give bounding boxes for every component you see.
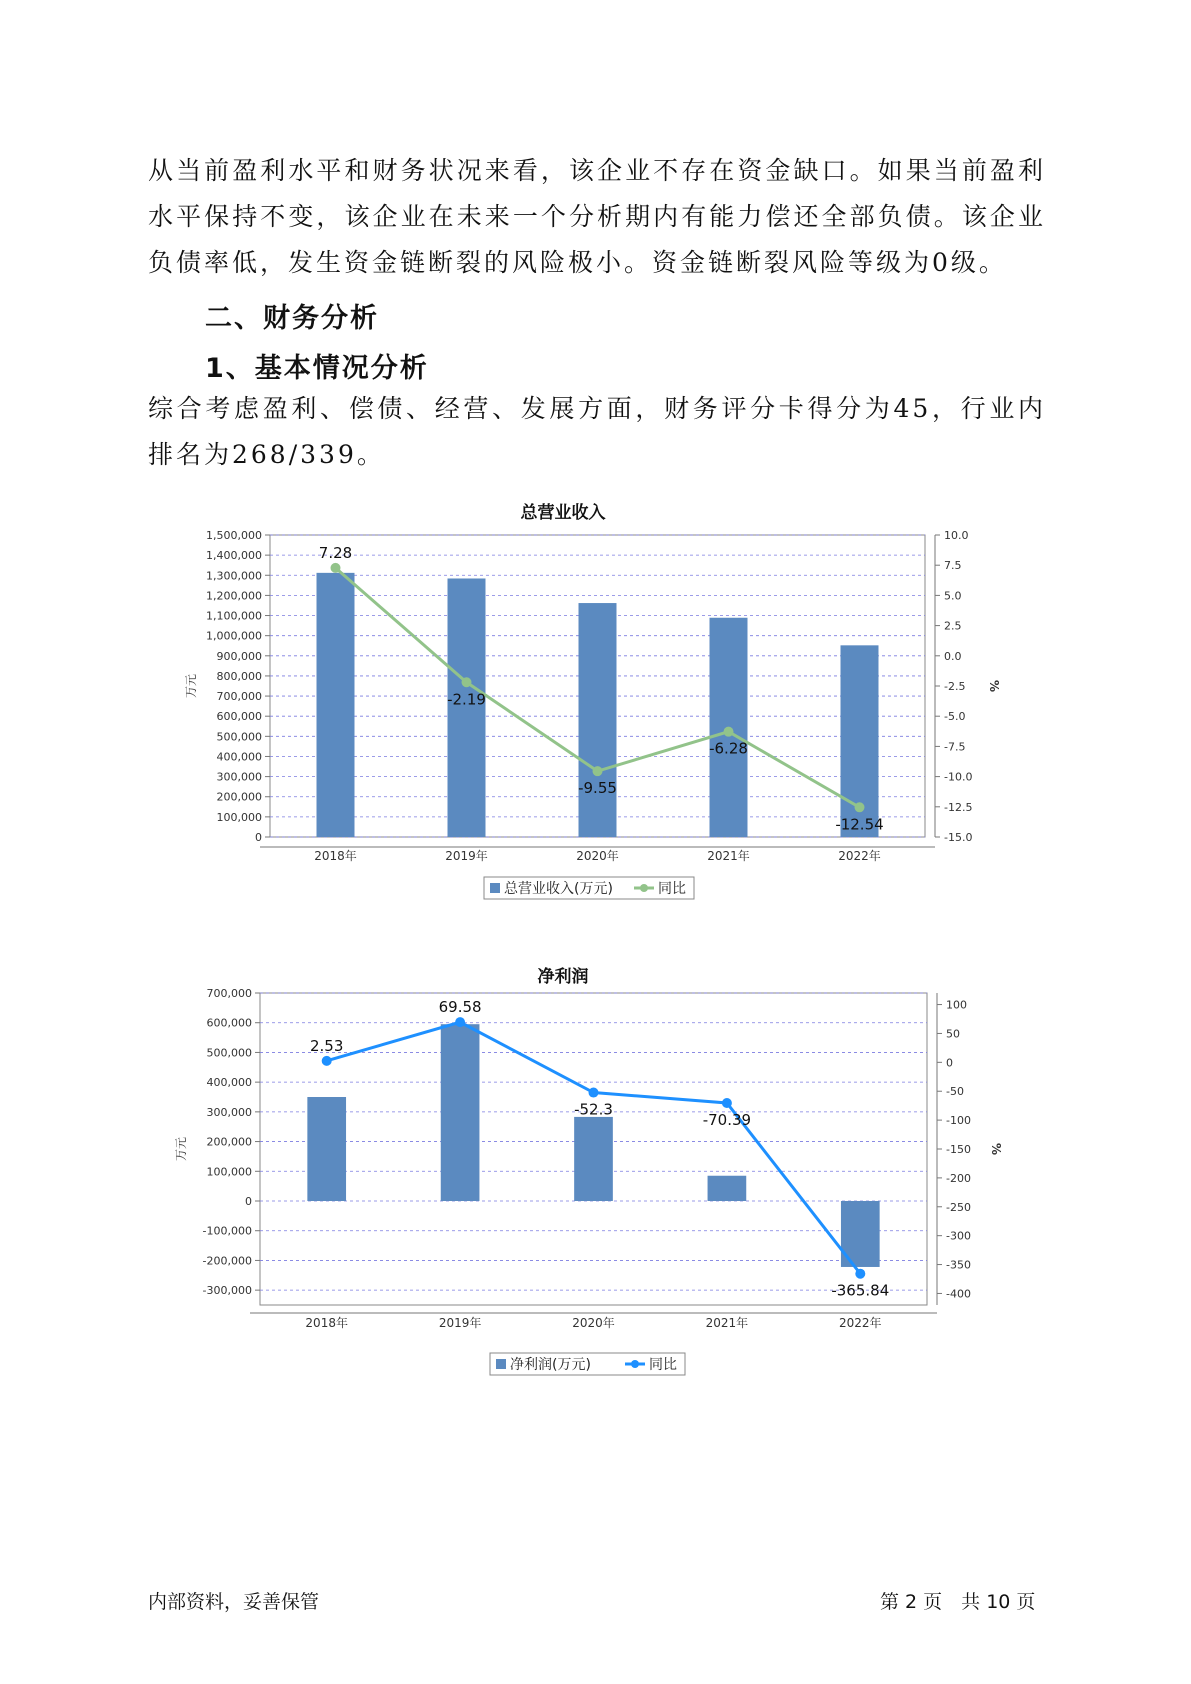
y2-tick-label: -2.5 — [944, 680, 966, 693]
x-tick-label: 2022年 — [838, 849, 881, 863]
y2-tick-label: -7.5 — [944, 740, 966, 754]
legend-bar-swatch — [496, 1359, 506, 1369]
line-point — [455, 1017, 465, 1027]
data-label: 2.53 — [309, 1036, 344, 1055]
y2-tick-label: 5.0 — [944, 589, 962, 603]
data-label: -12.54 — [835, 815, 884, 834]
y-tick-label: 100,000 — [206, 1165, 252, 1179]
chart-title-net-profit: 净利润 — [537, 967, 589, 987]
data-label: -70.39 — [702, 1111, 752, 1130]
chart-net-profit — [0, 985, 1191, 1395]
y2-tick-label: -200 — [946, 1171, 971, 1185]
y-tick-label: 1,400,000 — [206, 549, 262, 563]
chart-title-revenue: 总营业收入 — [520, 503, 606, 523]
y2-axis-title: % — [987, 679, 1001, 693]
y-tick-label: 1,500,000 — [206, 529, 262, 542]
y-tick-label: 300,000 — [206, 1105, 252, 1119]
data-label: -6.28 — [709, 739, 748, 758]
y2-tick-label: -10.0 — [944, 770, 973, 784]
paragraph-risk-summary: 从当前盈利水平和财务状况来看，该企业不存在资金缺口。如果当前盈利水平保持不变，该企业在未来一个分析期内有能力偿还全部负债。该企业负债率低，发生资金链断裂的风险极小。资金链断裂风险等级为0级。 — [148, 156, 1046, 277]
y-tick-label: -300,000 — [202, 1284, 252, 1298]
y2-tick-label: -100 — [946, 1114, 971, 1128]
x-tick-label: 2021年 — [707, 849, 750, 863]
y-tick-label: 500,000 — [216, 730, 262, 744]
y-axis-title: 万元 — [184, 673, 198, 699]
bar — [708, 1176, 747, 1201]
y-tick-label: 200,000 — [206, 1135, 252, 1149]
y-tick-label: 700,000 — [216, 690, 262, 704]
y2-tick-label: -400 — [946, 1287, 971, 1301]
y2-tick-label: -300 — [946, 1229, 971, 1243]
y2-tick-label: 2.5 — [944, 619, 962, 633]
legend-line-marker — [631, 1360, 639, 1368]
x-tick-label: 2021年 — [705, 1316, 749, 1330]
y-tick-label: 900,000 — [216, 649, 262, 663]
data-label: 7.28 — [318, 543, 353, 562]
line-point — [462, 677, 472, 687]
y-axis-title: 万元 — [174, 1136, 188, 1162]
x-tick-label: 2019年 — [445, 849, 488, 863]
y-tick-label: 300,000 — [216, 770, 262, 784]
bar — [574, 1117, 613, 1201]
chart-legend — [484, 877, 694, 899]
y-tick-label: -100,000 — [202, 1224, 252, 1238]
y-tick-label: 1,300,000 — [206, 569, 262, 583]
y-tick-label: 100,000 — [216, 810, 262, 824]
x-tick-label: 2018年 — [305, 1316, 348, 1330]
line-point — [589, 1088, 599, 1098]
y-tick-label: 0 — [255, 831, 262, 844]
y-tick-label: 800,000 — [216, 669, 262, 683]
y-tick-label: 500,000 — [206, 1046, 252, 1060]
legend-line-label: 同比 — [649, 1357, 677, 1373]
y2-tick-label: -150 — [946, 1143, 971, 1156]
footer-page-number: 第 2 页 共 10 页 — [880, 1591, 1036, 1613]
line-point — [331, 563, 341, 573]
y-tick-label: 700,000 — [206, 987, 252, 1000]
subsection-heading: 1、基本情况分析 — [205, 353, 429, 384]
x-tick-label: 2020年 — [576, 849, 619, 863]
y-tick-label: -200,000 — [202, 1254, 252, 1268]
y2-tick-label: -15.0 — [944, 831, 973, 844]
bar — [579, 603, 617, 837]
y-tick-label: 200,000 — [216, 790, 262, 804]
paragraph-score-summary: 综合考虑盈利、偿债、经营、发展方面，财务评分卡得分为45，行业内排名为268/339。 — [148, 394, 1046, 469]
y-tick-label: 600,000 — [206, 1016, 252, 1030]
x-tick-label: 2022年 — [839, 1316, 882, 1330]
section-heading: 二、财务分析 — [205, 303, 379, 334]
y-tick-label: 400,000 — [216, 750, 262, 764]
data-label: -52.3 — [574, 1100, 613, 1119]
bar — [307, 1097, 346, 1201]
y2-tick-label: 10.0 — [944, 529, 969, 542]
data-label: -365.84 — [831, 1281, 890, 1300]
data-label: 69.58 — [438, 998, 482, 1017]
data-label: -9.55 — [578, 779, 617, 798]
data-label: -2.19 — [447, 690, 486, 709]
legend-bar-label: 净利润(万元) — [510, 1357, 591, 1373]
y2-tick-label: 7.5 — [944, 559, 962, 573]
y2-tick-label: 100 — [946, 998, 967, 1012]
y2-tick-label: 0.0 — [944, 649, 962, 663]
x-tick-label: 2018年 — [314, 849, 357, 863]
legend-bar-swatch — [490, 883, 500, 893]
chart-revenue — [0, 520, 1191, 930]
legend-bar-label: 总营业收入(万元) — [504, 881, 613, 897]
y2-tick-label: -250 — [946, 1200, 971, 1214]
y-tick-label: 400,000 — [206, 1076, 252, 1090]
line-point — [855, 802, 865, 812]
footer-confidential: 内部资料，妥善保管 — [148, 1591, 320, 1613]
y2-tick-label: -350 — [946, 1258, 971, 1272]
line-point — [722, 1098, 732, 1108]
bar — [317, 573, 355, 837]
y2-tick-label: 50 — [946, 1027, 960, 1041]
y2-axis-title: % — [989, 1142, 1003, 1156]
x-tick-label: 2020年 — [572, 1316, 615, 1330]
y-tick-label: 1,200,000 — [206, 589, 262, 603]
y2-tick-label: -50 — [946, 1085, 964, 1099]
x-tick-label: 2019年 — [438, 1316, 482, 1330]
y-tick-label: 0 — [245, 1195, 252, 1208]
y-tick-label: 600,000 — [216, 710, 262, 724]
y2-tick-label: -12.5 — [944, 800, 973, 814]
line-point — [724, 727, 734, 737]
line-point — [855, 1269, 865, 1279]
chart-legend — [490, 1353, 685, 1375]
y2-tick-label: -5.0 — [944, 710, 966, 724]
line-point — [322, 1056, 332, 1066]
bar — [441, 1024, 480, 1201]
y-tick-label: 1,100,000 — [206, 609, 262, 623]
line-point — [593, 766, 603, 776]
legend-line-label: 同比 — [658, 881, 686, 897]
y2-tick-label: 0 — [946, 1056, 953, 1070]
y-tick-label: 1,000,000 — [206, 629, 262, 643]
legend-line-marker — [640, 884, 648, 892]
